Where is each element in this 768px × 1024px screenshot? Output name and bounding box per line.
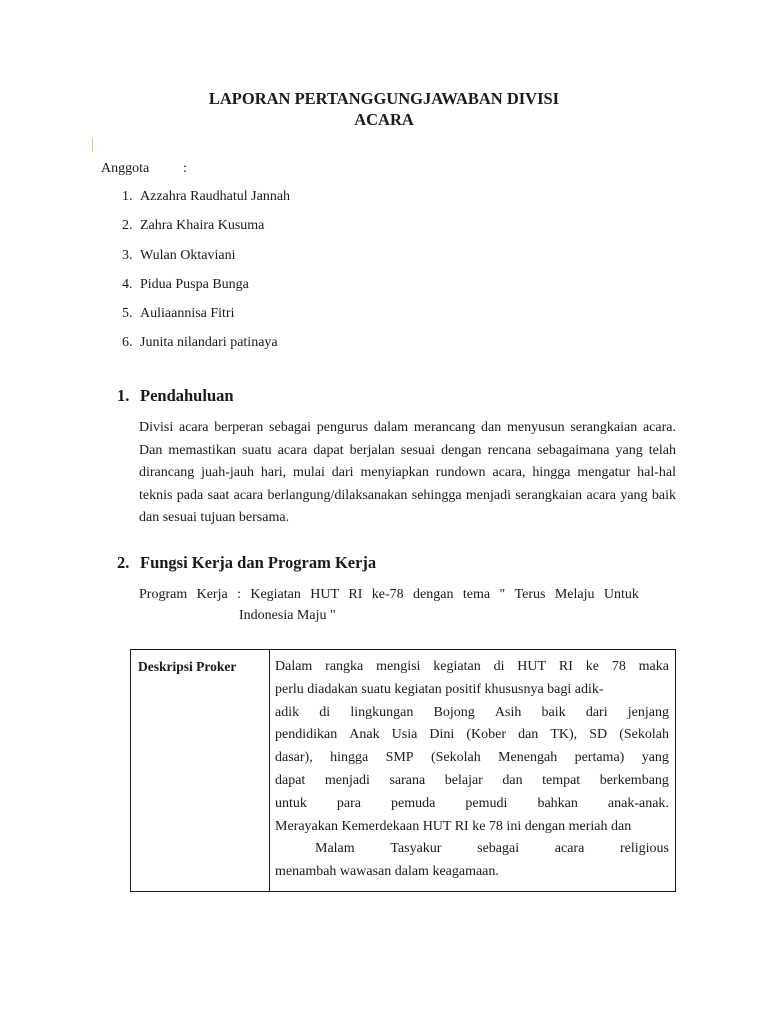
member-item bbox=[122, 247, 290, 276]
word: Melaju bbox=[554, 587, 595, 602]
word: Malam bbox=[315, 841, 355, 857]
word: RI bbox=[348, 587, 363, 602]
word: HUT bbox=[517, 659, 547, 674]
word: untuk bbox=[275, 795, 307, 811]
word: di bbox=[319, 704, 331, 720]
word: SD bbox=[589, 727, 608, 743]
member-item bbox=[122, 276, 290, 305]
proker-description-line bbox=[275, 747, 669, 770]
proker-description-line: perlu diadakan suatu kegiatan positif khususnya bagi adik- bbox=[275, 681, 604, 697]
section-1-number: 1. bbox=[117, 386, 130, 405]
program-kerja-line-2: Indonesia Maju " bbox=[239, 608, 336, 623]
proker-description-line bbox=[275, 838, 669, 861]
word: rangka bbox=[325, 659, 364, 674]
word: Menengah bbox=[498, 750, 558, 766]
proker-description-line bbox=[275, 656, 669, 679]
member-name: Wulan Oktaviani bbox=[140, 247, 236, 263]
intro-paragraph: Divisi acara berperan sebagai pengurus dalam merancang dan menyusun serangkaian acara. Dan memastikan suatu acara dapat berjalan sesuai dengan rencana sebagaimana yang telah dirancang juah-jauh hari, mulai dari menyiapkan rundown acara, hingga mengatur hal-hal teknis pada saat acara berlangung/dilaksanakan sehingga menjadi serangkaian acara yang baik dan sesuai tujuan bersama. bbox=[139, 420, 676, 525]
word: Terus bbox=[514, 587, 546, 602]
word: TK), bbox=[550, 727, 578, 743]
word: Anak bbox=[349, 727, 380, 743]
word: 78 bbox=[611, 659, 626, 674]
section-2-number: 2. bbox=[117, 553, 130, 572]
word: adik bbox=[275, 704, 300, 720]
word: religious bbox=[619, 841, 669, 857]
word: Kerja bbox=[196, 587, 228, 602]
proker-description-line bbox=[275, 770, 669, 793]
word: sarana bbox=[389, 772, 426, 788]
word: dari bbox=[585, 704, 608, 720]
word: dan bbox=[518, 727, 539, 743]
word: Dalam bbox=[275, 659, 313, 674]
member-number: 6. bbox=[122, 335, 133, 351]
word: Untuk bbox=[603, 587, 639, 602]
member-name: Zahra Khaira Kusuma bbox=[140, 218, 265, 234]
anggota-label bbox=[101, 160, 187, 178]
program-kerja-line-1 bbox=[139, 584, 639, 605]
word: pertama) bbox=[574, 750, 625, 766]
word: Usia bbox=[391, 727, 418, 743]
word: Tasyakur bbox=[390, 841, 442, 857]
proker-description-cell bbox=[270, 650, 675, 891]
word: berkembang bbox=[599, 772, 669, 788]
word: ke bbox=[585, 659, 599, 674]
member-name: Pidua Puspa Bunga bbox=[140, 276, 249, 292]
proker-table bbox=[130, 649, 676, 892]
word: bahkan bbox=[537, 795, 578, 811]
word: Dini bbox=[429, 727, 455, 743]
section-1-heading bbox=[117, 385, 234, 406]
word: " bbox=[499, 587, 506, 602]
word: Asih bbox=[494, 704, 522, 720]
section-2-heading bbox=[117, 552, 376, 573]
word: (Sekolah bbox=[619, 727, 669, 743]
word: (Kober bbox=[466, 727, 507, 743]
word: hingga bbox=[330, 750, 369, 766]
word: pemuda bbox=[391, 795, 436, 811]
word: maka bbox=[638, 659, 669, 674]
member-name: Auliaannisa Fitri bbox=[140, 306, 235, 322]
word: dengan bbox=[413, 587, 454, 602]
word: menjadi bbox=[324, 772, 370, 788]
word: dapat bbox=[275, 772, 306, 788]
word: Program bbox=[139, 587, 188, 602]
word: yang bbox=[641, 750, 669, 766]
member-name: Junita nilandari patinaya bbox=[140, 335, 278, 351]
word: RI bbox=[558, 659, 573, 674]
proker-description-line bbox=[275, 724, 669, 747]
member-list bbox=[122, 188, 290, 364]
word: sebagai bbox=[477, 841, 520, 857]
text-cursor-marker bbox=[92, 138, 93, 152]
member-number: 5. bbox=[122, 306, 133, 322]
program-kerja-text bbox=[139, 584, 639, 626]
member-item bbox=[122, 305, 290, 334]
anggota-label-text: Anggota bbox=[101, 161, 150, 176]
word: tema bbox=[462, 587, 491, 602]
word: acara bbox=[554, 841, 585, 857]
word: Kegiatan bbox=[250, 587, 301, 602]
word: : bbox=[237, 587, 241, 602]
word: para bbox=[336, 795, 362, 811]
proker-description-line: Merayakan Kemerdekaan HUT RI ke 78 ini dengan meriah dan bbox=[275, 818, 632, 834]
word: (Sekolah bbox=[430, 750, 481, 766]
page-title-line-1: LAPORAN PERTANGGUNGJAWABAN DIVISI bbox=[208, 89, 560, 108]
word: dan bbox=[502, 772, 523, 788]
section-2-title: Fungsi Kerja dan Program Kerja bbox=[140, 553, 377, 572]
member-item bbox=[122, 188, 290, 217]
section-1-title: Pendahuluan bbox=[140, 386, 234, 405]
member-name: Azzahra Raudhatul Jannah bbox=[140, 189, 291, 204]
page-title-line-2: ACARA bbox=[354, 110, 414, 129]
word: baik bbox=[541, 704, 566, 720]
member-item bbox=[122, 217, 290, 246]
word: pendidikan bbox=[275, 727, 338, 743]
word: HUT bbox=[310, 587, 340, 602]
word: di bbox=[493, 659, 505, 674]
word: tempat bbox=[542, 772, 581, 788]
word: mengisi bbox=[376, 659, 421, 674]
proker-label-cell bbox=[131, 650, 270, 891]
member-number: 1. bbox=[122, 189, 133, 204]
word: anak-anak. bbox=[607, 795, 669, 811]
word: ke-78 bbox=[371, 587, 404, 602]
member-item bbox=[122, 334, 290, 363]
word: belajar bbox=[444, 772, 483, 788]
word: lingkungan bbox=[350, 704, 414, 720]
proker-description-line: menambah wawasan dalam keagamaan. bbox=[275, 864, 499, 880]
word: jenjang bbox=[627, 704, 669, 720]
word: SMP bbox=[385, 750, 414, 766]
anggota-colon: : bbox=[183, 161, 187, 176]
member-number: 4. bbox=[122, 276, 133, 292]
word: kegiatan bbox=[433, 659, 481, 674]
word: dasar), bbox=[275, 750, 313, 766]
member-number: 2. bbox=[122, 218, 133, 234]
page-title bbox=[0, 88, 768, 130]
proker-description-line bbox=[275, 702, 669, 725]
word: Bojong bbox=[433, 704, 475, 720]
proker-description-line bbox=[275, 793, 669, 816]
proker-label: Deskripsi Proker bbox=[138, 659, 237, 674]
member-number: 3. bbox=[122, 247, 133, 263]
word: pemudi bbox=[465, 795, 508, 811]
